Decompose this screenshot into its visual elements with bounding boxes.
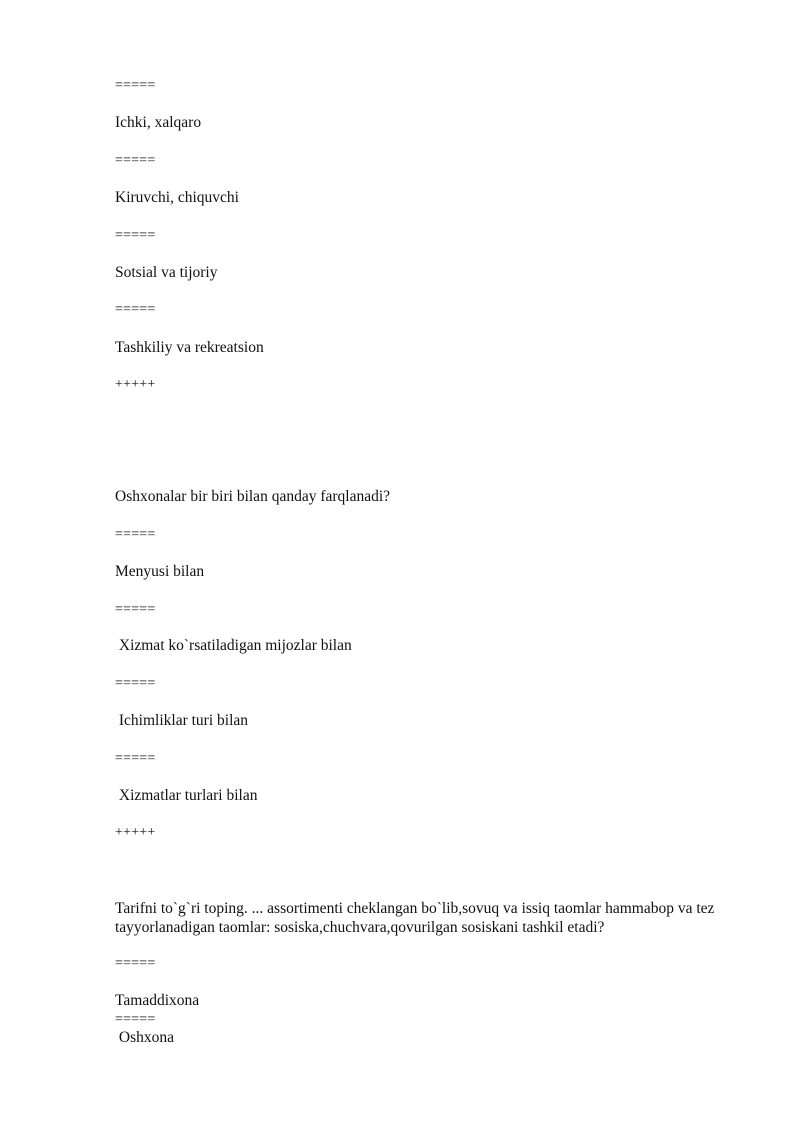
separator: ===== [115,751,156,766]
answer-option: Kiruvchi, chiquvchi [115,189,239,206]
answer-option: Oshxona [115,1029,174,1046]
question-end-marker: +++++ [115,825,156,840]
separator: ===== [115,956,156,971]
separator: ===== [115,527,156,542]
separator: ===== [115,602,156,617]
question-text: Oshxonalar bir biri bilan qanday farqlanadi? [115,488,391,505]
question-text: Tarifni to`g`ri toping. ... assortimenti cheklangan bo`lib,sovuq va issiq taomlar hammabop va tez tayyorlanadigan taomlar: sosiska,chuchvara,qovurilgan sosiskani tashkil etadi? [115,900,715,936]
answer-option: Tamaddixona [115,992,200,1009]
answer-option: Menyusi bilan [115,563,205,580]
question-end-marker: +++++ [115,377,156,392]
separator: ===== [115,78,156,93]
separator: ===== [115,153,156,168]
separator: ===== [115,676,156,691]
answer-option: Tashkiliy va rekreatsion [115,339,264,356]
separator: ===== [115,228,156,243]
answer-option: Xizmat ko`rsatiladigan mijozlar bilan [115,637,352,654]
separator: ===== [115,1012,156,1027]
answer-option: Sotsial va tijoriy [115,264,218,281]
separator: ===== [115,302,156,317]
answer-option: Ichimliklar turi bilan [115,712,249,729]
answer-option: Xizmatlar turlari bilan [115,787,258,804]
answer-option: Ichki, xalqaro [115,114,202,131]
